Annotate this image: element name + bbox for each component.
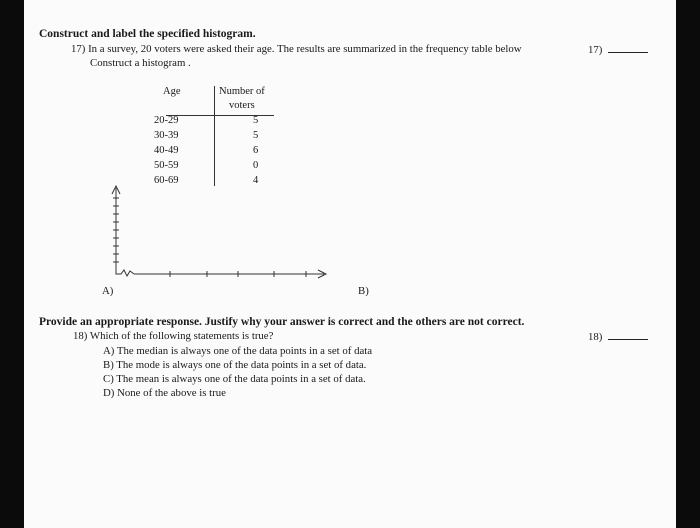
- section2-heading: Provide an appropriate response. Justify why your answer is correct and the others are not correct.: [39, 316, 525, 328]
- answer-label-17: 17): [588, 44, 603, 56]
- choice-a-label[interactable]: A): [102, 285, 114, 297]
- table-row-count: 6: [253, 145, 259, 156]
- table-row-age: 20-29: [154, 115, 179, 126]
- table-header-age: Age: [163, 86, 181, 97]
- table-row-count: 0: [253, 160, 259, 171]
- choice-b-label[interactable]: B): [358, 285, 369, 297]
- worksheet-page: [24, 0, 676, 528]
- table-row-count: 4: [253, 175, 259, 186]
- question-17-instruction: Construct a histogram .: [90, 57, 191, 69]
- question-17-text: 17) In a survey, 20 voters were asked their age. The results are summarized in the frequency table below: [71, 43, 522, 55]
- table-header-count: Number of: [219, 86, 265, 97]
- section1-heading: Construct and label the specified histogram.: [39, 28, 256, 40]
- table-row-count: 5: [253, 115, 259, 126]
- table-header-count-line2: voters: [229, 100, 255, 111]
- table-row-age: 60-69: [154, 175, 179, 186]
- answer-label-18: 18): [588, 331, 603, 343]
- table-row-count: 5: [253, 130, 259, 141]
- table-row-age: 50-59: [154, 160, 179, 171]
- question-18-text: 18) Which of the following statements is true?: [73, 330, 274, 342]
- option-b[interactable]: B) The mode is always one of the data points in a set of data.: [103, 359, 367, 371]
- option-a[interactable]: A) The median is always one of the data points in a set of data: [103, 345, 373, 357]
- option-c[interactable]: C) The mean is always one of the data points in a set of data.: [103, 373, 366, 385]
- table-row-age: 40-49: [154, 145, 179, 156]
- option-d[interactable]: D) None of the above is true: [103, 387, 226, 399]
- table-row-age: 30-39: [154, 130, 179, 141]
- axis-break-icon: [116, 270, 134, 276]
- answer-blank-18[interactable]: [588, 330, 648, 343]
- answer-line-18[interactable]: [608, 330, 648, 340]
- blank-histogram-axes[interactable]: [24, 0, 676, 528]
